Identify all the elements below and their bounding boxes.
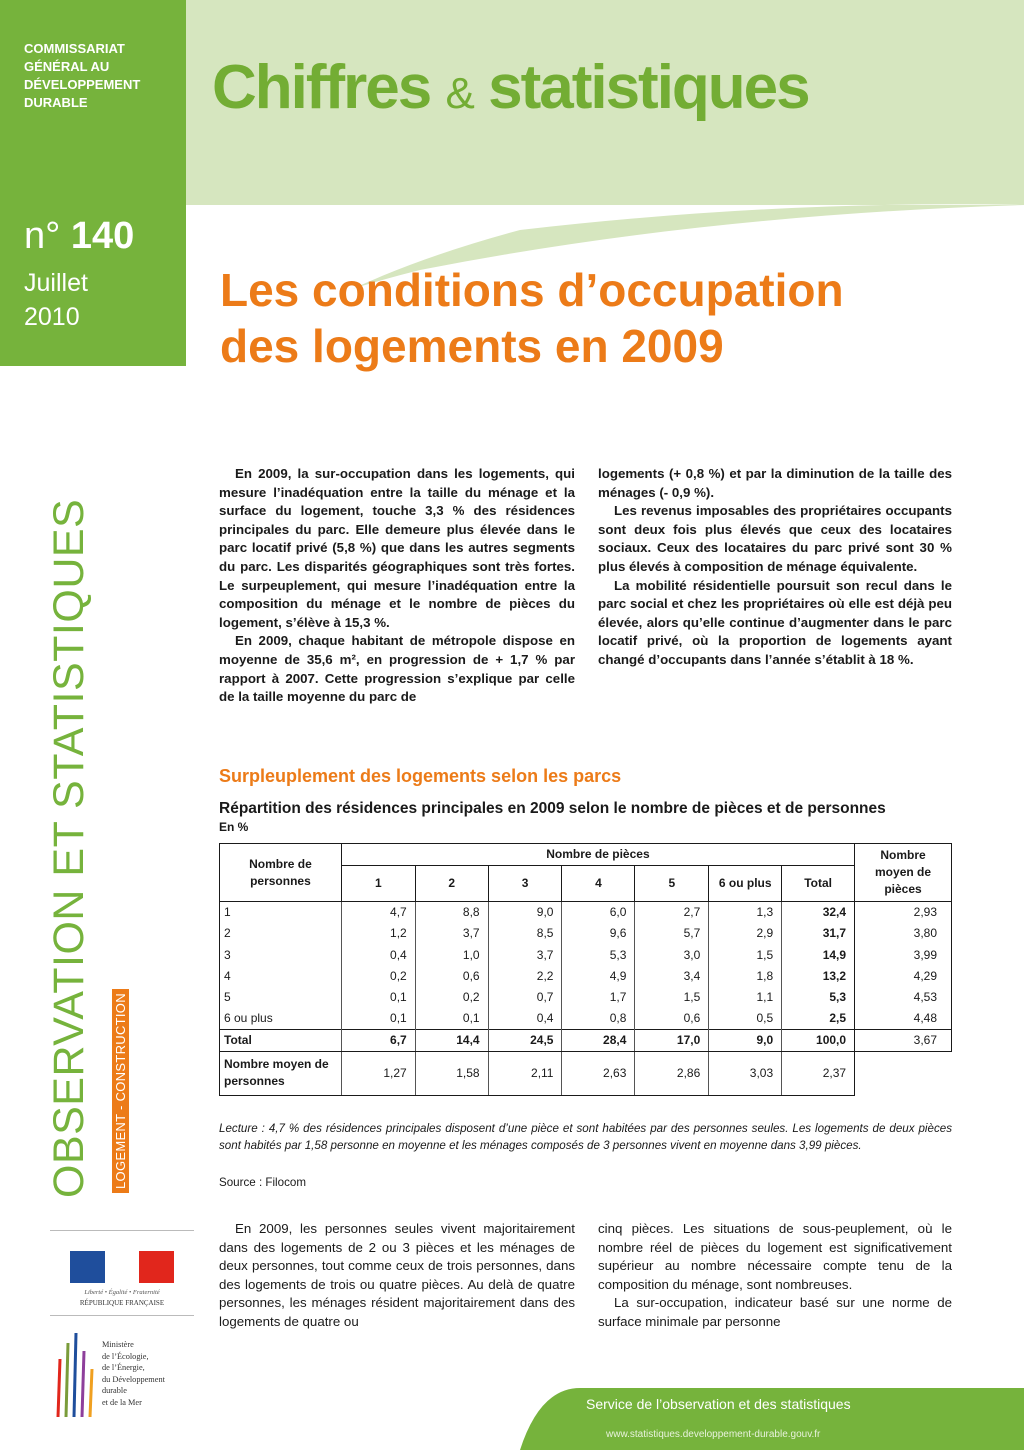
intro-column-1 bbox=[219, 465, 575, 707]
table-source: Source : Filocom bbox=[219, 1176, 306, 1189]
ministry-bars-icon bbox=[54, 1329, 98, 1419]
table-cell: 9,6 bbox=[562, 923, 635, 944]
table-cell: 4,7 bbox=[341, 902, 415, 923]
intro-paragraph: En 2009, chaque habitant de métropole dispose en moyenne de 35,6 m², en progression de + 1,7 % par rapport à 2007. Cette progression s’explique par celle de la taille moyenne du parc de bbox=[219, 633, 575, 705]
distribution-table bbox=[219, 843, 952, 1096]
body-column-2 bbox=[598, 1220, 952, 1332]
table-cell: 1,5 bbox=[709, 944, 782, 965]
title-line-2: des logements en 2009 bbox=[220, 320, 724, 372]
table-cell-total: 5,3 bbox=[782, 987, 855, 1008]
table-cell: 0,6 bbox=[635, 1008, 709, 1029]
issue-number bbox=[24, 214, 134, 258]
republic-flag-icon bbox=[70, 1251, 174, 1283]
table-cell: 1,58 bbox=[415, 1051, 488, 1095]
table-cell: 1,8 bbox=[709, 965, 782, 986]
table-cell: 2,86 bbox=[635, 1051, 709, 1095]
table-cell-avg: 4,29 bbox=[855, 965, 952, 986]
table-cell-total: 2,5 bbox=[782, 1008, 855, 1029]
table-cell: 9,0 bbox=[488, 902, 562, 923]
row-label: 5 bbox=[220, 987, 342, 1008]
issue-month: Juillet bbox=[24, 269, 88, 297]
table-cell-avg: 3,67 bbox=[855, 1029, 952, 1051]
brand-amp: & bbox=[445, 69, 473, 118]
table-cell-total: 31,7 bbox=[782, 923, 855, 944]
table-cell-avg: 3,99 bbox=[855, 944, 952, 965]
table-cell: 1,27 bbox=[341, 1051, 415, 1095]
flag-stripe-blue bbox=[70, 1251, 105, 1283]
issue-date bbox=[24, 266, 88, 334]
table-cell-avg: 2,93 bbox=[855, 902, 952, 923]
table-cell: 1,5 bbox=[635, 987, 709, 1008]
issue-year: 2010 bbox=[24, 303, 80, 331]
table-empty-cell bbox=[855, 1051, 952, 1095]
intro-paragraph: En 2009, la sur-occupation dans les logements, qui mesure l’inadéquation entre la taille du ménage et la surface du logement, touche 3,3 % des résidences principales du parc. Elle demeure plus élevée dans le parc locatif privé (5,8 %) que dans les autres segments du parc. Les disparités géographiques sont très fortes. Le surpeuplement, qui mesure l’inadéquation entre la composition du ménage et le nombre de pièces du logement, s’élève à 15,3 %. bbox=[219, 466, 575, 630]
table-total-row bbox=[220, 1029, 952, 1051]
body-paragraph: La sur-occupation, indicateur basé sur une norme de surface minimale par personne bbox=[598, 1295, 952, 1329]
table-cell: 1,1 bbox=[709, 987, 782, 1008]
row-label: 4 bbox=[220, 965, 342, 986]
table-cell: 0,2 bbox=[341, 965, 415, 986]
title-line-1: Les conditions d’occupation bbox=[220, 264, 844, 316]
table-unit: En % bbox=[219, 820, 249, 834]
body-paragraph: cinq pièces. Les situations de sous-peuplement, où le nombre réel de pièces du logement est significativement supérieur au nombre nécessaire compte tenu de la composition du ménage, sont nombreuses. bbox=[598, 1221, 952, 1292]
table-row bbox=[220, 987, 952, 1008]
table-cell: 9,0 bbox=[709, 1029, 782, 1051]
table-cell: 0,4 bbox=[341, 944, 415, 965]
flag-stripe-red bbox=[139, 1251, 174, 1283]
table-cell: 3,7 bbox=[415, 923, 488, 944]
row-label: 3 bbox=[220, 944, 342, 965]
ministry-line: durable bbox=[102, 1386, 127, 1395]
table-cell-avg: 4,53 bbox=[855, 987, 952, 1008]
section-title: Surpleuplement des logements selon les parcs bbox=[219, 766, 622, 786]
table-title: Répartition des résidences principales en 2009 selon le nombre de pièces et de personnes bbox=[219, 800, 886, 817]
table-cell: 6,0 bbox=[562, 902, 635, 923]
table-row bbox=[220, 902, 952, 923]
ministry-line: Ministère bbox=[102, 1340, 134, 1349]
intro-paragraph: Les revenus imposables des propriétaires occupants sont deux fois plus élevés que ceux des locataires sociaux. Ceux des locataires du parc privé sont 30 % plus élevés à composition de ménage équivalente. bbox=[598, 503, 952, 574]
footer-website-link[interactable]: www.statistiques.developpement-durable.gouv.fr bbox=[606, 1429, 821, 1440]
table-cell: 3,4 bbox=[635, 965, 709, 986]
table-cell-total: 13,2 bbox=[782, 965, 855, 986]
table-cell: 1,7 bbox=[562, 987, 635, 1008]
column-header: 5 bbox=[635, 866, 709, 902]
avg-rooms-header: Nombre moyen de pièces bbox=[855, 844, 952, 902]
table-mean-row bbox=[220, 1051, 952, 1095]
column-header: 2 bbox=[415, 866, 488, 902]
table-cell-total: 100,0 bbox=[782, 1029, 855, 1051]
publication-brand bbox=[212, 50, 809, 132]
intro-column-2 bbox=[598, 465, 952, 670]
table-row bbox=[220, 923, 952, 944]
table-cell: 6,7 bbox=[341, 1029, 415, 1051]
republic-motto: Liberté • Égalité • Fraternité bbox=[84, 1289, 160, 1296]
table-row bbox=[220, 965, 952, 986]
table-cell: 3,7 bbox=[488, 944, 562, 965]
table-cell: 0,1 bbox=[341, 1008, 415, 1029]
body-paragraph: En 2009, les personnes seules vivent majoritairement dans des logements de 2 ou 3 pièces et les ménages de deux personnes, tout comme ceux de trois personnes, dans des logements de trois ou quatre pièces. Au delà de quatre personnes, les ménages résident majoritairement dans des logements de quatre ou bbox=[219, 1221, 575, 1329]
table-cell: 0,1 bbox=[341, 987, 415, 1008]
side-collection-title: OBSERVATION ET STATISTIQUES bbox=[45, 498, 93, 1198]
table-cell: 2,2 bbox=[488, 965, 562, 986]
table-cell: 5,3 bbox=[562, 944, 635, 965]
row-label: 6 ou plus bbox=[220, 1008, 342, 1029]
table-cell: 0,5 bbox=[709, 1008, 782, 1029]
table-cell: 5,7 bbox=[635, 923, 709, 944]
group-header: Nombre de pièces bbox=[341, 844, 854, 866]
table-cell: 2,37 bbox=[782, 1051, 855, 1095]
table-reading-note: Lecture : 4,7 % des résidences principales disposent d’une pièce et sont habitées par des personnes seules. Les logements de deux pièces sont habités par 1,58 personne en moyenne et les ménages composés de 3 personnes vivent en moyenne dans 3,99 pièces. bbox=[219, 1122, 952, 1152]
table-cell: 8,8 bbox=[415, 902, 488, 923]
row-label: 2 bbox=[220, 923, 342, 944]
corner-header: Nombre de personnes bbox=[220, 844, 342, 902]
flag-stripe-white bbox=[105, 1251, 140, 1283]
column-header: 4 bbox=[562, 866, 635, 902]
row-label: Nombre moyen de personnes bbox=[220, 1051, 342, 1095]
brand-part1: Chiffres bbox=[212, 53, 431, 122]
table-cell: 14,4 bbox=[415, 1029, 488, 1051]
table-cell: 4,9 bbox=[562, 965, 635, 986]
table-cell: 28,4 bbox=[562, 1029, 635, 1051]
table-cell: 3,0 bbox=[635, 944, 709, 965]
intro-paragraph: La mobilité résidentielle poursuit son recul dans le parc social et chez les propriétaires où elle est déjà peu élevée, alors qu’elle continue d’augmenter dans le parc locatif privé, où la proportion de logements ayant changé d’occupants dans l’année s’établit à 18 %. bbox=[598, 577, 952, 667]
table-cell: 0,7 bbox=[488, 987, 562, 1008]
issue-value: 140 bbox=[70, 215, 135, 257]
table-cell: 1,0 bbox=[415, 944, 488, 965]
table-cell: 2,9 bbox=[709, 923, 782, 944]
table-cell: 17,0 bbox=[635, 1029, 709, 1051]
ministry-logo bbox=[50, 1230, 194, 1418]
table-row bbox=[220, 1008, 952, 1029]
table-cell-total: 14,9 bbox=[782, 944, 855, 965]
table-cell: 2,7 bbox=[635, 902, 709, 923]
table-cell: 0,1 bbox=[415, 1008, 488, 1029]
table-cell: 0,2 bbox=[415, 987, 488, 1008]
ministry-line: de l’Écologie, bbox=[102, 1351, 149, 1361]
column-header: 6 ou plus bbox=[709, 866, 782, 902]
table-cell-avg: 4,48 bbox=[855, 1008, 952, 1029]
logo-divider bbox=[50, 1315, 194, 1316]
table-cell: 3,03 bbox=[709, 1051, 782, 1095]
table-cell: 2,63 bbox=[562, 1051, 635, 1095]
ministry-name bbox=[102, 1339, 192, 1408]
brand-part2: statistiques bbox=[488, 53, 809, 122]
row-label: 1 bbox=[220, 902, 342, 923]
table-cell: 0,8 bbox=[562, 1008, 635, 1029]
table-cell: 8,5 bbox=[488, 923, 562, 944]
side-theme-label: LOGEMENT - CONSTRUCTION bbox=[112, 989, 129, 1193]
ministry-line: de l’Énergie, bbox=[102, 1363, 145, 1372]
row-label: Total bbox=[220, 1029, 342, 1051]
organization-name: COMMISSARIAT GÉNÉRAL AU DÉVELOPPEMENT DURABLE bbox=[24, 41, 141, 110]
table-cell: 24,5 bbox=[488, 1029, 562, 1051]
table-cell: 1,3 bbox=[709, 902, 782, 923]
footer-service-name: Service de l’observation et des statistiques bbox=[586, 1396, 851, 1412]
table-row bbox=[220, 944, 952, 965]
column-header: Total bbox=[782, 866, 855, 902]
issue-prefix: n° bbox=[24, 215, 61, 257]
ministry-line: et de la Mer bbox=[102, 1397, 142, 1407]
table-cell: 1,2 bbox=[341, 923, 415, 944]
table-cell: 0,6 bbox=[415, 965, 488, 986]
column-header: 3 bbox=[488, 866, 562, 902]
ministry-line: du Développement bbox=[102, 1374, 165, 1384]
column-header: 1 bbox=[341, 866, 415, 902]
intro-paragraph: logements (+ 0,8 %) et par la diminution de la taille des ménages (- 0,9 %). bbox=[598, 466, 952, 500]
table-cell: 2,11 bbox=[488, 1051, 562, 1095]
table-cell-total: 32,4 bbox=[782, 902, 855, 923]
page-title bbox=[220, 262, 1000, 374]
republic-name: RÉPUBLIQUE FRANÇAISE bbox=[79, 1299, 165, 1307]
table-cell: 0,4 bbox=[488, 1008, 562, 1029]
table-cell-avg: 3,80 bbox=[855, 923, 952, 944]
body-column-1 bbox=[219, 1220, 575, 1332]
